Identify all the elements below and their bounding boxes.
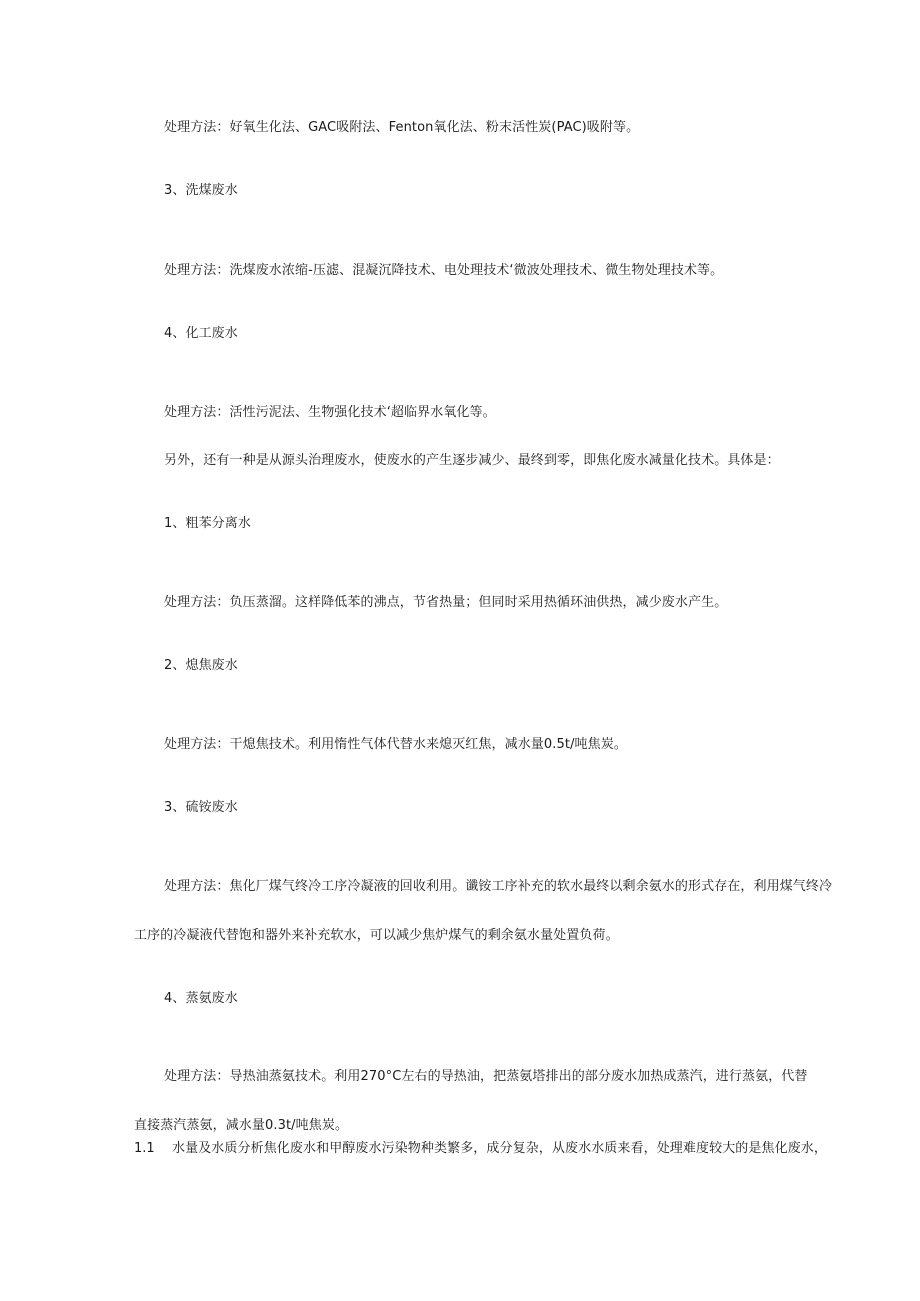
paragraph-ammonium-sulfate-methods-line1: 处理方法：焦化厂煤气终冷工序冷凝液的回收利用。谶铵工序补充的软水最终以剩余氨水的形式存在，利用煤气终冷 <box>164 879 833 894</box>
paragraph-ammonia-distillation-methods-line2: 直接蒸汽蒸氨，减水量0.3t/吨焦炭。 <box>134 1118 349 1133</box>
heading-chemical-wastewater: 4、化工废水 <box>164 326 238 341</box>
paragraph-coking-treatment-methods: 处理方法：好氧生化法、GAC吸附法、Fenton氧化法、粉末活性炭(PAC)吸附等。 <box>164 120 640 135</box>
paragraph-crude-benzene-methods: 处理方法：负压蒸溜。这样降低苯的沸点，节省热量；但同时采用热循环油供热，减少废水产生。 <box>164 595 728 610</box>
heading-ammonia-distillation-wastewater: 4、蒸氨废水 <box>164 991 238 1006</box>
heading-crude-benzene-water: 1、粗苯分离水 <box>164 516 251 531</box>
paragraph-coal-washing-methods: 处理方法：洗煤废水浓缩-压滤、混凝沉降技术、电处理技术‘微波处理技术、微生物处理技术等。 <box>164 263 724 278</box>
paragraph-coke-quenching-methods: 处理方法：干熄焦技术。利用惰性气体代替水来熄灭红焦，减水量0.5t/吨焦炭。 <box>164 737 627 752</box>
heading-coke-quenching-wastewater: 2、熄焦废水 <box>164 658 238 673</box>
heading-ammonium-sulfate-wastewater: 3、硫铵废水 <box>164 800 238 815</box>
paragraph-ammonium-sulfate-methods-line2: 工序的冷凝液代替饱和器外来补充软水，可以减少焦炉煤气的剩余氨水量处置负荷。 <box>134 928 619 943</box>
heading-coal-washing-wastewater: 3、洗煤废水 <box>164 183 238 198</box>
paragraph-chemical-methods: 处理方法：活性污泥法、生物强化技术‘超临界水氧化等。 <box>164 405 496 420</box>
paragraph-ammonia-distillation-methods-line1: 处理方法：导热油蒸氨技术。利用270°C左右的导热油，把蒸氨塔排出的部分废水加热成蒸汽，进行蒸氨，代替 <box>164 1069 808 1084</box>
paragraph-source-reduction-intro: 另外，还有一种是从源头治理废水，使废水的产生逐步减少、最终到零，即焦化废水减量化技术。具体是： <box>164 453 780 468</box>
paragraph-water-quality-analysis: 水量及水质分析焦化废水和甲醇废水污染物种类繁多，成分复杂，从废水水质来看，处理难度较大的是焦化废水， <box>172 1141 828 1156</box>
section-number: 1.1 <box>134 1141 155 1156</box>
